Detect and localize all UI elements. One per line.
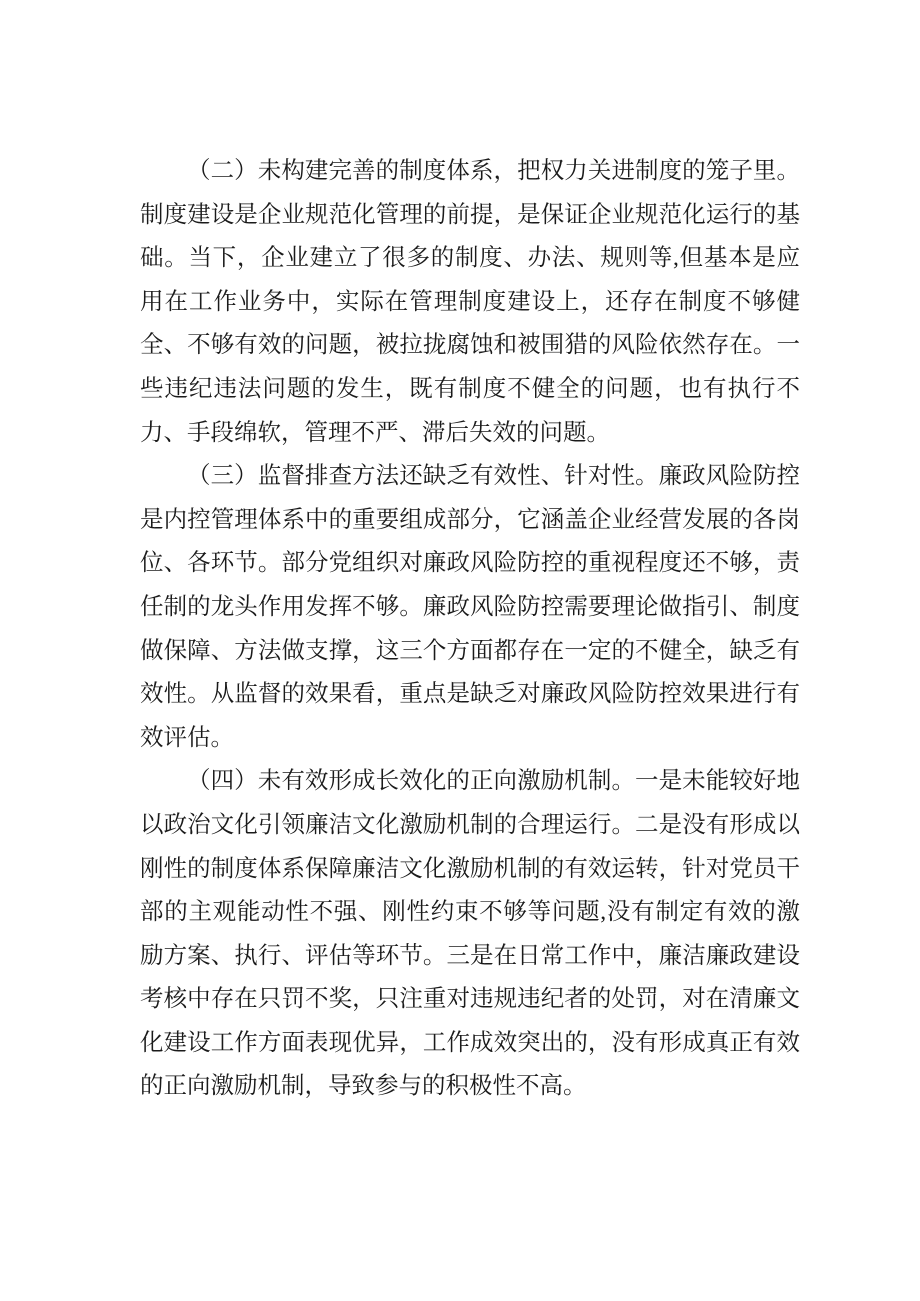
paragraph-item-2: （二）未构建完善的制度体系，把权力关进制度的笼子里。制度建设是企业规范化管理的前提，是保证企业规范化运行的基础。当下，企业建立了很多的制度、办法、规则等,但基本是应用在工作业务中，实际在管理制度建设上，还存在制度不够健全、不够有效的问题，被拉拢腐蚀和被围猎的风险依然存在。一些违纪违法问题的发生，既有制度不健全的问题，也有执行不力、手段绵软，管理不严、滞后失效的问题。 <box>140 158 800 446</box>
document-body <box>140 150 800 1109</box>
paragraph-item-3: （三）监督排查方法还缺乏有效性、针对性。廉政风险防控是内控管理体系中的重要组成部分，它涵盖企业经营发展的各岗位、各环节。部分党组织对廉政风险防控的重视程度还不够，责任制的龙头作用发挥不够。廉政风险防控需要理论做指引、制度做保障、方法做支撑，这三个方面都存在一定的不健全，缺乏有效性。从监督的效果看，重点是缺乏对廉政风险防控效果进行有效评估。 <box>140 463 800 751</box>
paragraph-item-4: （四）未有效形成长效化的正向激励机制。一是未能较好地以政治文化引领廉洁文化激励机制的合理运行。二是没有形成以刚性的制度体系保障廉洁文化激励机制的有效运转，针对党员干部的主观能动性不强、刚性约束不够等问题,没有制定有效的激励方案、执行、评估等环节。三是在日常工作中，廉洁廉政建设考核中存在只罚不奖，只注重对违规违纪者的处罚，对在清廉文化建设工作方面表现优异，工作成效突出的，没有形成真正有效的正向激励机制，导致参与的积极性不高。 <box>140 768 800 1100</box>
